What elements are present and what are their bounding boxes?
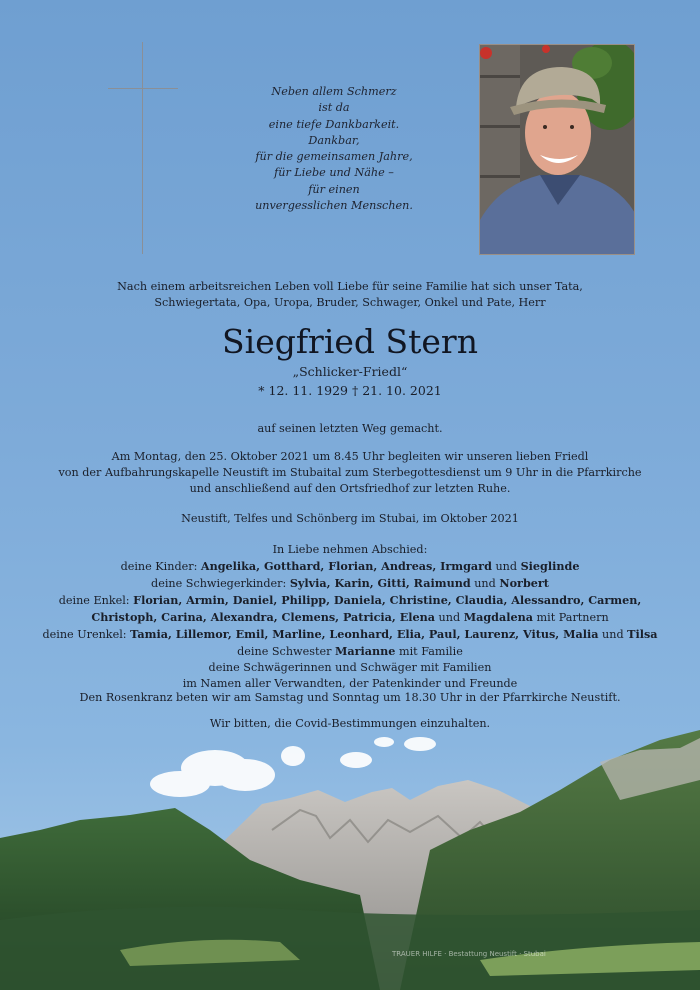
poem-line: ist da [318, 101, 350, 115]
life-dates: * 12. 11. 1929 † 21. 10. 2021 [258, 383, 442, 398]
siblings-in-law-line: deine Schwägerinnen und Schwäger mit Familien [208, 661, 492, 674]
funeral-line: von der Aufbahrungskapelle Neustift im Stubaital zum Sterbegottesdienst um 9 Uhr in die Pfarrkirche [58, 466, 642, 479]
sister-line: deine Schwester Marianne mit Familie [237, 644, 463, 658]
portrait-photo [479, 44, 635, 255]
mourners-list [0, 542, 700, 692]
poem-line: für die gemeinsamen Jahre, [255, 150, 413, 164]
in-laws-line: deine Schwiegerkinder: Sylvia, Karin, Gitti, Raimund und Norbert [151, 576, 549, 590]
funeral-line: Am Montag, den 25. Oktober 2021 um 8.45 Uhr begleiten wir unseren lieben Friedl [111, 450, 589, 463]
poem-line: unvergesslichen Menschen. [255, 199, 413, 213]
clouds [150, 737, 436, 797]
deceased-nickname: „Schlicker-Friedl“ [292, 364, 408, 379]
children-line: deine Kinder: Angelika, Gotthard, Florian, Andreas, Irmgard und Sieglinde [120, 559, 580, 573]
photo-credit: TRAUER HILFE · Bestattung Neustift · Stubai [392, 950, 546, 958]
poem [214, 84, 454, 214]
great-grandchildren-line: deine Urenkel: Tamia, Lillemor, Emil, Marline, Leonhard, Elia, Paul, Laurenz, Vitus, Malia und Tilsa [42, 627, 658, 641]
poem-line: Neben allem Schmerz [271, 85, 397, 98]
last-way-text: auf seinen letzten Weg gemacht. [257, 422, 443, 435]
funeral-details [0, 449, 700, 497]
deceased-name: Siegfried Stern [222, 322, 478, 361]
intro-text [0, 279, 700, 311]
poem-line: für einen [308, 182, 360, 196]
grandchildren-line-2: Christoph, Carina, Alexandra, Clemens, Patricia, Elena und Magdalena mit Partnern [91, 610, 609, 624]
covid-notice: Wir bitten, die Covid-Bestimmungen einzuhalten. [209, 717, 491, 730]
rosary-text: Den Rosenkranz beten wir am Samstag und Sonntag um 18.30 Uhr in der Pfarrkirche Neustift. [79, 691, 621, 704]
poem-line: Dankbar, [308, 133, 360, 147]
mourners-intro: In Liebe nehmen Abschied: [272, 543, 428, 556]
place-date: Neustift, Telfes und Schönberg im Stubai, im Oktober 2021 [181, 512, 519, 525]
grandchildren-line: deine Enkel: Florian, Armin, Daniel, Philipp, Daniela, Christine, Claudia, Alessandro, Carmen, [58, 593, 642, 607]
mountain-landscape [0, 720, 700, 990]
poem-line: eine tiefe Dankbarkeit. [268, 117, 400, 131]
funeral-line: und anschließend auf den Ortsfriedhof zur letzten Ruhe. [189, 482, 511, 495]
portrait-illustration [480, 45, 635, 255]
intro-line: Schwiegertata, Opa, Uropa, Bruder, Schwager, Onkel und Pate, Herr [154, 296, 546, 309]
cross-icon [142, 42, 143, 254]
relatives-line: im Namen aller Verwandten, der Patenkinder und Freunde [182, 677, 518, 690]
poem-line: für Liebe und Nähe – [274, 166, 394, 180]
intro-line: Nach einem arbeitsreichen Leben voll Liebe für seine Familie hat sich unser Tata, [117, 280, 583, 293]
cross-icon-bar [108, 88, 178, 89]
